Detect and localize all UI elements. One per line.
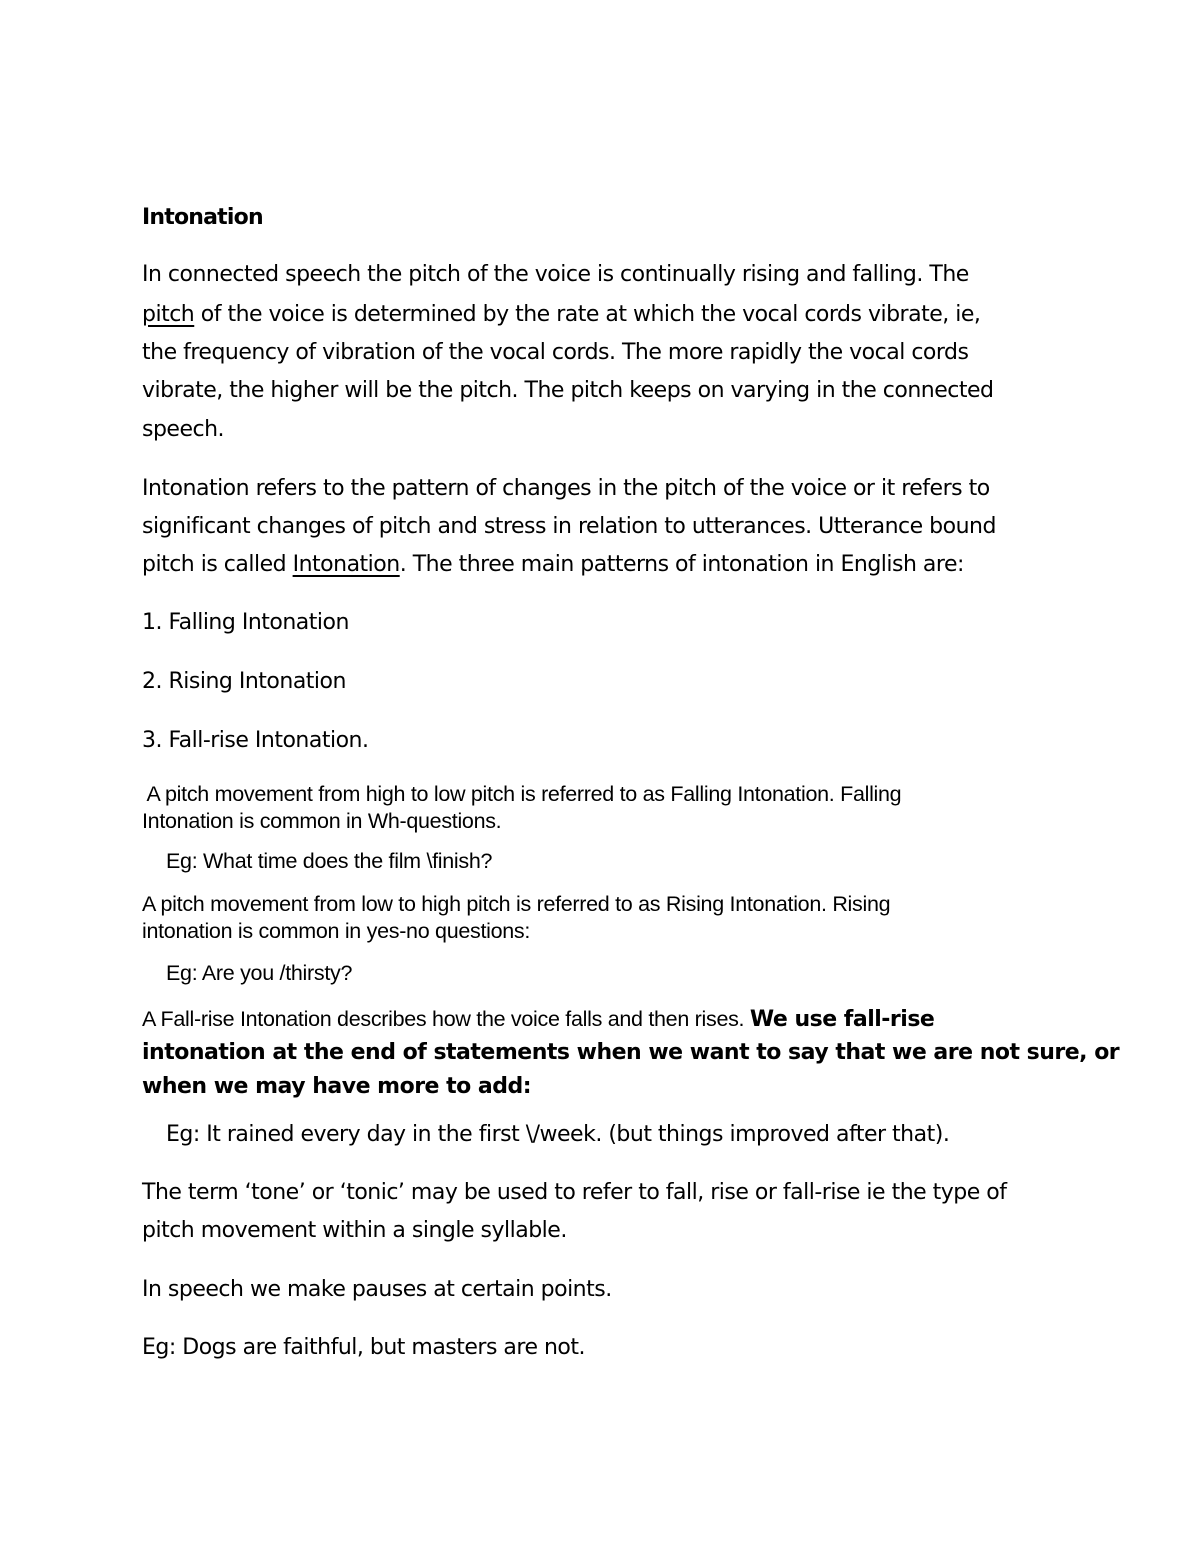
paragraph-1-line-2-rest: of the voice is determined by the rate at which the vocal cords vibrate, ie, bbox=[194, 302, 981, 327]
paragraph-1-line-1: In connected speech the pitch of the voice is continually rising and falling. The bbox=[142, 262, 969, 287]
paragraph-1-line-5: speech. bbox=[142, 417, 225, 442]
fall-rise-example bbox=[166, 1124, 949, 1146]
list-item-rising: 2. Rising Intonation bbox=[142, 669, 346, 694]
term-intonation: Intonation bbox=[292, 552, 400, 577]
falling-line-2: Intonation is common in Wh-questions. bbox=[142, 809, 502, 833]
fall-rise-example-post: week. (but things improved after that). bbox=[539, 1122, 950, 1147]
paragraph-2-line-2: significant changes of pitch and stress in relation to utterances. Utterance bound bbox=[142, 514, 996, 539]
list-item-falling: 1. Falling Intonation bbox=[142, 610, 349, 635]
pauses-text: In speech we make pauses at certain points. bbox=[142, 1277, 612, 1302]
fall-rise-mark: \/ bbox=[525, 1122, 540, 1147]
paragraph-1-line-3: the frequency of vibration of the vocal cords. The more rapidly the vocal cords bbox=[142, 340, 969, 365]
rising-example: Eg: Are you /thirsty? bbox=[166, 961, 353, 985]
paragraph-2-line-3 bbox=[142, 554, 964, 576]
paragraph-2-line-1: Intonation refers to the pattern of changes in the pitch of the voice or it refers to bbox=[142, 476, 990, 501]
tone-line-1: The term ‘tone’ or ‘tonic’ may be used to refer to fall, rise or fall-rise ie the type of bbox=[142, 1180, 1007, 1205]
paragraph-2-line-3-pre: pitch is called bbox=[142, 552, 293, 577]
fall-rise-line-1-plain: A Fall-rise Intonation describes how the voice falls and then rises. bbox=[142, 1007, 750, 1031]
list-item-fall-rise: 3. Fall-rise Intonation. bbox=[142, 728, 369, 753]
fall-rise-line-2: intonation at the end of statements when we want to say that we are not sure, or bbox=[142, 1040, 1120, 1065]
fall-rise-line-1-bold: We use fall-rise bbox=[749, 1007, 935, 1032]
falling-example: Eg: What time does the film \finish? bbox=[166, 849, 493, 873]
paragraph-2-line-3-post: . The three main patterns of intonation in English are: bbox=[399, 552, 964, 577]
tone-line-2: pitch movement within a single syllable. bbox=[142, 1218, 567, 1243]
fall-rise-line-1 bbox=[142, 1009, 934, 1031]
fall-rise-example-pre: Eg: It rained every day in the first bbox=[166, 1122, 526, 1147]
document-title: Intonation bbox=[142, 205, 263, 230]
fall-rise-line-3: when we may have more to add: bbox=[142, 1074, 532, 1099]
term-pitch: pitch bbox=[142, 302, 195, 327]
pauses-example: Eg: Dogs are faithful, but masters are not. bbox=[142, 1335, 586, 1360]
paragraph-1-line-4: vibrate, the higher will be the pitch. The pitch keeps on varying in the connected bbox=[142, 378, 994, 403]
paragraph-1-line-2 bbox=[142, 304, 980, 326]
rising-line-2: intonation is common in yes-no questions: bbox=[142, 919, 531, 943]
rising-line-1: A pitch movement from low to high pitch is referred to as Rising Intonation. Rising bbox=[142, 892, 891, 916]
falling-line-1: A pitch movement from high to low pitch is referred to as Falling Intonation. Falling bbox=[142, 782, 902, 806]
